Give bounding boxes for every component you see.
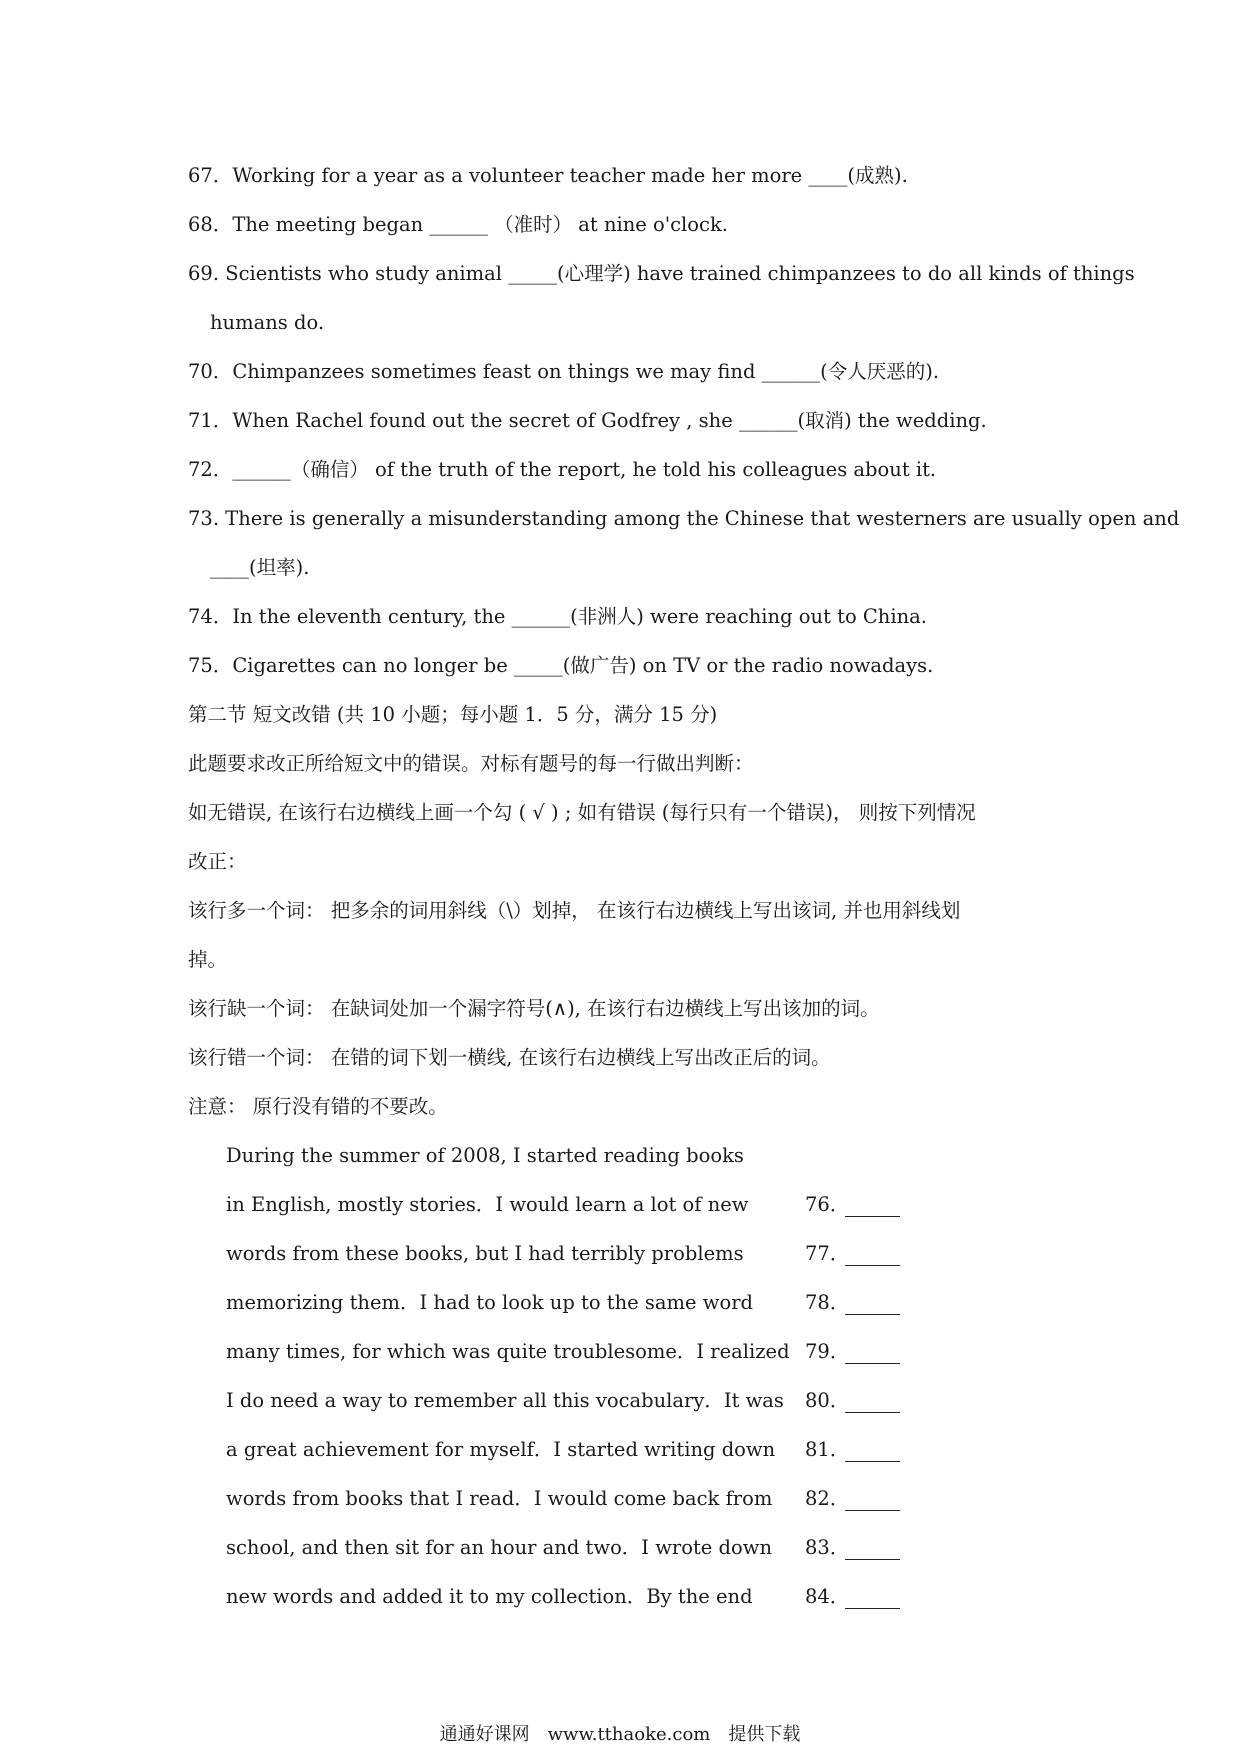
passage-line: memorizing them．I had to look up to the same word <box>226 1291 754 1314</box>
question-69: 69. Scientists who study animal _____(心理学) have trained chimpanzees to do all kinds of things <box>188 262 1135 285</box>
instruction-5: 该行错一个词： 在错的词下划一横线, 在该行右边横线上写出改正后的词。 <box>188 1046 831 1069</box>
question-67: 67．Working for a year as a volunteer teacher made her more ____(成熟). <box>188 164 908 187</box>
instruction-3: 该行多一个词： 把多余的词用斜线（\）划掉， 在该行右边横线上写出该词, 并也用斜线划 <box>188 899 961 922</box>
instruction-4: 该行缺一个词： 在缺词处加一个漏字符号(∧), 在该行右边横线上写出该加的词。 <box>188 997 880 1020</box>
footer-text: 通通好课网 www.tthaoke.com 提供下载 <box>439 1724 801 1745</box>
question-number: 84． <box>805 1585 850 1608</box>
question-75: 75．Cigarettes can no longer be _____(做广告) on TV or the radio nowadays. <box>188 654 934 677</box>
instruction-1: 此题要求改正所给短文中的错误。对标有题号的每一行做出判断： <box>188 752 754 775</box>
question-number: 80． <box>805 1389 850 1412</box>
instruction-2: 如无错误, 在该行右边横线上画一个勾 ( √ ) ; 如有错误 (每行只有一个错误)， 则按下列情况 <box>188 801 976 824</box>
passage-line: in English, mostly stories．I would learn a lot of new <box>226 1193 749 1216</box>
answer-blank[interactable] <box>845 1588 900 1609</box>
answer-blank[interactable] <box>845 1294 900 1315</box>
question-69-continued: humans do. <box>210 311 325 334</box>
passage-line: words from books that I read．I would come back from <box>226 1487 773 1510</box>
question-number: 77． <box>805 1242 850 1265</box>
question-number: 83． <box>805 1536 850 1559</box>
question-number: 82． <box>805 1487 850 1510</box>
passage-line: a great achievement for myself．I started writing down <box>226 1438 776 1461</box>
note: 注意： 原行没有错的不要改。 <box>188 1095 448 1118</box>
question-number: 81． <box>805 1438 850 1461</box>
passage-line: new words and added it to my collection．By the end <box>226 1585 753 1608</box>
question-71: 71．When Rachel found out the secret of Godfrey , she ______(取消) the wedding. <box>188 409 987 432</box>
answer-blank[interactable] <box>845 1490 900 1511</box>
question-number: 76． <box>805 1193 850 1216</box>
answer-blank[interactable] <box>845 1441 900 1462</box>
answer-blank[interactable] <box>845 1245 900 1266</box>
section-title: 第二节 短文改错 (共 10 小题；每小题 1．5 分，满分 15 分) <box>188 703 718 726</box>
instruction-3-continued: 掉。 <box>188 948 228 971</box>
question-70: 70．Chimpanzees sometimes feast on things we may find ______(令人厌恶的). <box>188 360 940 383</box>
passage-line: school, and then sit for an hour and two．I wrote down <box>226 1536 773 1559</box>
question-74: 74．In the eleventh century, the ______(非洲人) were reaching out to China. <box>188 605 927 628</box>
answer-blank[interactable] <box>845 1196 900 1217</box>
question-number: 78． <box>805 1291 850 1314</box>
answer-blank[interactable] <box>845 1392 900 1413</box>
question-73-continued: ____(坦率). <box>210 556 310 579</box>
passage-first-line: During the summer of 2008, I started reading books <box>226 1144 744 1167</box>
question-68: 68．The meeting began ______ （准时） at nine o'clock. <box>188 213 728 236</box>
question-72: 72．______（确信） of the truth of the report, he told his colleagues about it. <box>188 458 937 481</box>
instruction-2-continued: 改正： <box>188 850 247 873</box>
question-73: 73. There is generally a misunderstanding among the Chinese that westerners are usually open and <box>188 507 1180 530</box>
answer-blank[interactable] <box>845 1343 900 1364</box>
question-number: 79． <box>805 1340 850 1363</box>
passage-line: many times, for which was quite troublesome．I realized <box>226 1340 790 1363</box>
passage-line: I do need a way to remember all this vocabulary．It was <box>226 1389 784 1412</box>
answer-blank[interactable] <box>845 1539 900 1560</box>
passage-line: words from these books, but I had terribly problems <box>226 1242 744 1265</box>
